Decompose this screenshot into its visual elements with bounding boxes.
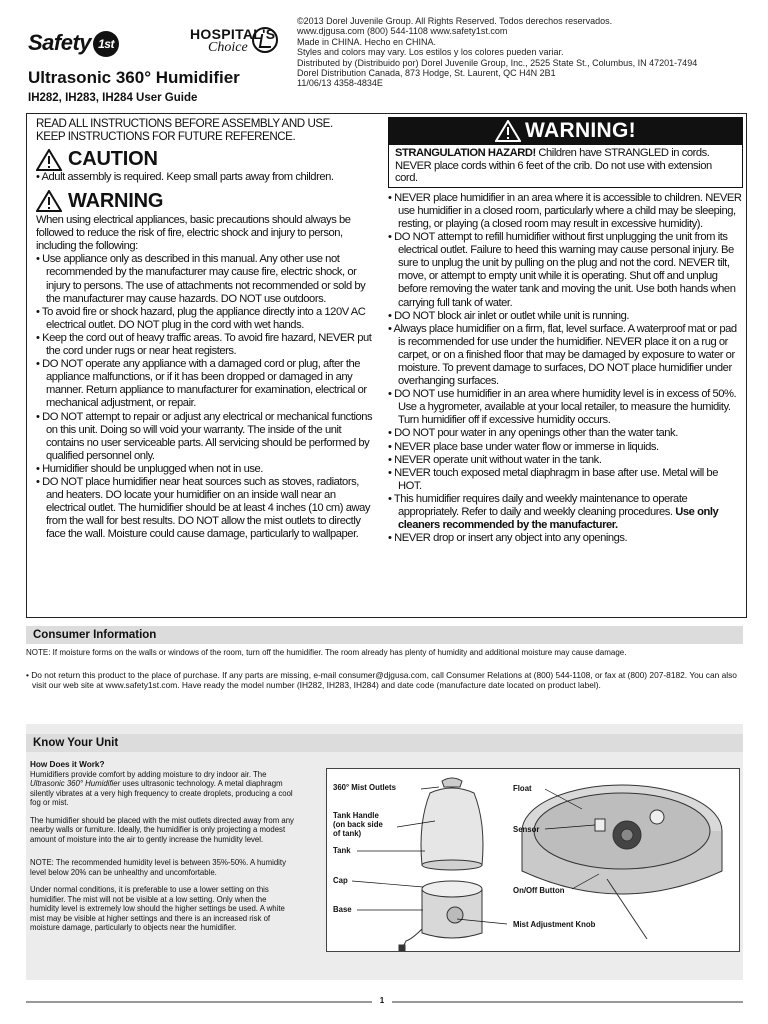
settings-paragraph: Under normal conditions, it is preferable to use a lower setting on this humidifier. The mist will not be visible at a low setting. Only when the humidity level is extremely low should the higher settings be used. A white mist may be visible at higher settings and there is an increased risk of moisture damage, particularly to objects near the humidifier. xyxy=(30,885,285,932)
warning-bullet: • Keep the cord out of heavy traffic areas. To avoid fire hazard, NEVER put the cord under rugs or near heat registers. xyxy=(36,331,372,358)
legal-line: Styles and colors may vary. Los estilos y los colores pueden variar. xyxy=(297,47,564,58)
consumer-bullet: • Do not return this product to the place of purchase. If any parts are missing, e-mail consumer@djgusa.com, call Consumer Relations at (800) 544-1108, or fax at (800) 207-8182. You can also visit our web site at www.safety1st.com. Have ready the model number (IH282, IH283, IH284) and date code (manufacture date located on product label). xyxy=(26,670,737,690)
warning-bullet: • NEVER drop or insert any object into any openings. xyxy=(388,532,628,545)
legal-line: Dorel Distribution Canada, 873 Hodge, St. Laurent, QC H4N 2B1 xyxy=(297,68,556,79)
how-paragraph xyxy=(30,770,296,808)
legal-line: www.djgusa.com (800) 544-1108 www.safety1st.com xyxy=(297,26,508,37)
caution-title: CAUTION xyxy=(68,148,158,171)
product-subtitle: IH282, IH283, IH284 User Guide xyxy=(28,92,198,104)
checkmark-seal-icon xyxy=(252,27,278,53)
legal-line: Made in CHINA. Hecho en CHINA. xyxy=(297,36,437,47)
warning-bullet: • Use appliance only as described in this manual. Any other use not recommended by the manufacturer may cause fire, electric shock, or injury to persons. The use of attachments not recommended or sold by the manufacturer may cause hazards. DO NOT use outdoors. xyxy=(36,253,366,305)
label-tank: Tank xyxy=(333,846,351,855)
warning-bullet: • DO NOT attempt to repair or adjust any electrical or mechanical functions on this unit. Doing so will void your warranty. The inside of the unit contains no user serviceable parts. All servicing should be performed by qualified personnel only. xyxy=(36,410,373,462)
warning-title: WARNING xyxy=(68,189,164,212)
consumer-note: NOTE: If moisture forms on the walls or windows of the room, turn off the humidifier. The room already has plenty of humidity and additional moisture may cause damage. xyxy=(26,648,627,657)
right-warning-column xyxy=(388,117,743,545)
know-your-unit-heading: Know Your Unit xyxy=(26,734,743,752)
maintenance-bold: Use only cleaners recommended by the manufacturer. xyxy=(398,506,719,532)
placement-paragraph: The humidifier should be placed with the mist outlets directed away from any nearby walls or furniture. Ideally, the humidifier is only projecting a modest amount of moisture into the air to gently increase the humidity level. xyxy=(30,815,294,844)
label-mist-adjustment-knob: Mist Adjustment Knob xyxy=(513,920,596,929)
warning-bullet: • DO NOT use humidifier in an area where humidity level is in excess of 50%. Use a hygrometer, available at your local retailer, to measure the humidity. Turn humidifier off if excessive humidity occurs. xyxy=(388,388,737,427)
maintenance-text: • This humidifier requires daily and weekly maintenance to operate appropriately. Refer to daily and weekly cleaning procedures. xyxy=(388,492,688,519)
hospitals-choice-script: Choice xyxy=(208,40,248,55)
legal-line: ©2013 Dorel Juvenile Group. All Rights Reserved. Todos derechos reservados. xyxy=(297,16,613,26)
warning-bullet: • DO NOT attempt to refill humidifier without first unplugging the unit from its electrical outlet. Failure to heed this warning may cause personal injury. Be sure to unplug the unit by pulling on the plug and not the cord. NEVER tilt, move, or attempt to empty unit while it is operating. Shut off and unplug before removing the water tank and moving the unit. Use both hands when carrying full tank of water. xyxy=(388,231,736,309)
label-cap: Cap xyxy=(333,876,348,885)
hospitals-choice-logo: HOSPITAL'S xyxy=(190,26,276,42)
warning-banner xyxy=(388,117,743,145)
strangulation-label: STRANGULATION HAZARD! xyxy=(395,147,536,159)
how-it-works-text xyxy=(30,760,296,941)
page-number: 1 xyxy=(372,996,392,1005)
read-line: READ ALL INSTRUCTIONS BEFORE ASSEMBLY AND USE. xyxy=(36,117,333,130)
label-float: Float xyxy=(513,784,532,793)
warning-bullet: • NEVER touch exposed metal diaphragm in base after use. Metal will be HOT. xyxy=(388,466,718,492)
brand-badge: 1st xyxy=(93,31,119,57)
humidifier-base-detail xyxy=(522,785,722,939)
label-mist-outlets: 360° Mist Outlets xyxy=(333,783,396,792)
label-base: Base xyxy=(333,905,352,914)
label-on-off-button: On/Off Button xyxy=(513,886,565,895)
warning-bullet: • NEVER place humidifier in an area where it is accessible to children. NEVER use humidifier in a closed room, particularly where a child may be sleeping, resting, or playing (a closed room may result in excessive humidity). xyxy=(388,191,742,230)
warning-bullet: • Always place humidifier on a firm, flat, level surface. A waterproof mat or pad is recommended for use under the humidifier. NEVER place it on a rug or carpet, or on a finished floor that may be damaged by exposure to water or moisture. To prevent damage to surfaces, DO NOT place humidifier under overhanging surfaces. xyxy=(388,322,737,388)
unit-diagram xyxy=(326,768,740,952)
read-instructions xyxy=(36,117,376,143)
legal-line: Distributed by (Distribuido por) Dorel Juvenile Group, Inc., 2525 State St., Columbus, IN 47201-7494 xyxy=(297,57,698,68)
text-run: Humidifiers provide comfort by adding moisture to dry indoor air. The xyxy=(30,769,267,779)
warning-triangle-icon xyxy=(36,149,62,171)
maintenance-bullet xyxy=(388,493,743,532)
consumer-info-heading: Consumer Information xyxy=(26,626,743,644)
brand-name: Safety xyxy=(28,30,92,55)
warning-bullet: • DO NOT block air inlet or outlet while unit is running. xyxy=(388,309,630,322)
warning-bullet: • DO NOT pour water in any openings other than the water tank. xyxy=(388,427,678,440)
warning-triangle-icon xyxy=(36,190,62,212)
warning-bullet: • To avoid fire or shock hazard, plug the appliance directly into a 120V AC electrical outlet. DO NOT plug in the cord with wet hands. xyxy=(36,305,366,331)
humidifier-assembled xyxy=(399,778,483,951)
warning-bullet: • NEVER operate unit without water in the tank. xyxy=(388,453,602,466)
warning-banner-title: WARNING! xyxy=(525,119,636,143)
legal-block xyxy=(297,16,757,89)
warning-bullet: • DO NOT operate any appliance with a damaged cord or plug, after the appliance malfunctions, or if it has been dropped or damaged in any manner. Return appliance to manufacturer for examination, electrical or mechanical adjustment, or repair. xyxy=(36,358,367,410)
right-bullets xyxy=(388,192,743,546)
warning-heading xyxy=(36,190,376,212)
label-sensor: Sensor xyxy=(513,825,540,834)
strangulation-text: Children have STRANGLED in cords. NEVER place cords within 6 feet of the crib. Do not use with extension cord. xyxy=(395,147,712,185)
text-run: uses ultrasonic technology. A metal diaphragm silently vibrates at a very high frequency to create droplets, producing a cool fog or mist. xyxy=(30,779,293,807)
strangulation-hazard xyxy=(388,145,743,188)
product-title: Ultrasonic 360° Humidifier xyxy=(28,68,240,87)
how-it-works-title: How Does it Work? xyxy=(30,760,105,769)
caution-bullet: • Adult assembly is required. Keep small parts away from children. xyxy=(36,171,334,183)
label-tank-handle: Tank Handle (on back side of tank) xyxy=(333,811,383,838)
warning-bullet: • Humidifier should be unplugged when not in use. xyxy=(36,462,263,475)
safety-1st-logo xyxy=(28,30,119,57)
legal-line: 11/06/13 4358-4834E xyxy=(297,78,383,89)
warning-triangle-icon xyxy=(495,120,521,142)
humidity-note: NOTE: The recommended humidity level is between 35%-50%. A humidity level below 20% can be unhealthy and uncomfortable. xyxy=(30,858,286,877)
warning-intro: When using electrical appliances, basic precautions should always be followed to reduce the risk of fire, electric shock and injury to person, including the following: xyxy=(36,214,351,253)
warning-bullet: • DO NOT place humidifier near heat sources such as stoves, radiators, and heaters. DO locate your humidifier on an inside wall near an electrical outlet. The humidifier should be at least 4 inches (10 cm) away from the wall for best results. DO NOT allow the mist outlets to directly face the wall. Moisture could cause damage, particularly to wallpaper. xyxy=(36,475,371,541)
left-warning-column xyxy=(36,117,376,541)
read-line: KEEP INSTRUCTIONS FOR FUTURE REFERENCE. xyxy=(36,130,296,143)
warning-bullet: • NEVER place base under water flow or immerse in liquids. xyxy=(388,440,659,453)
caution-heading xyxy=(36,149,376,171)
product-name-italic: Ultrasonic 360° Humidifier xyxy=(30,779,121,788)
